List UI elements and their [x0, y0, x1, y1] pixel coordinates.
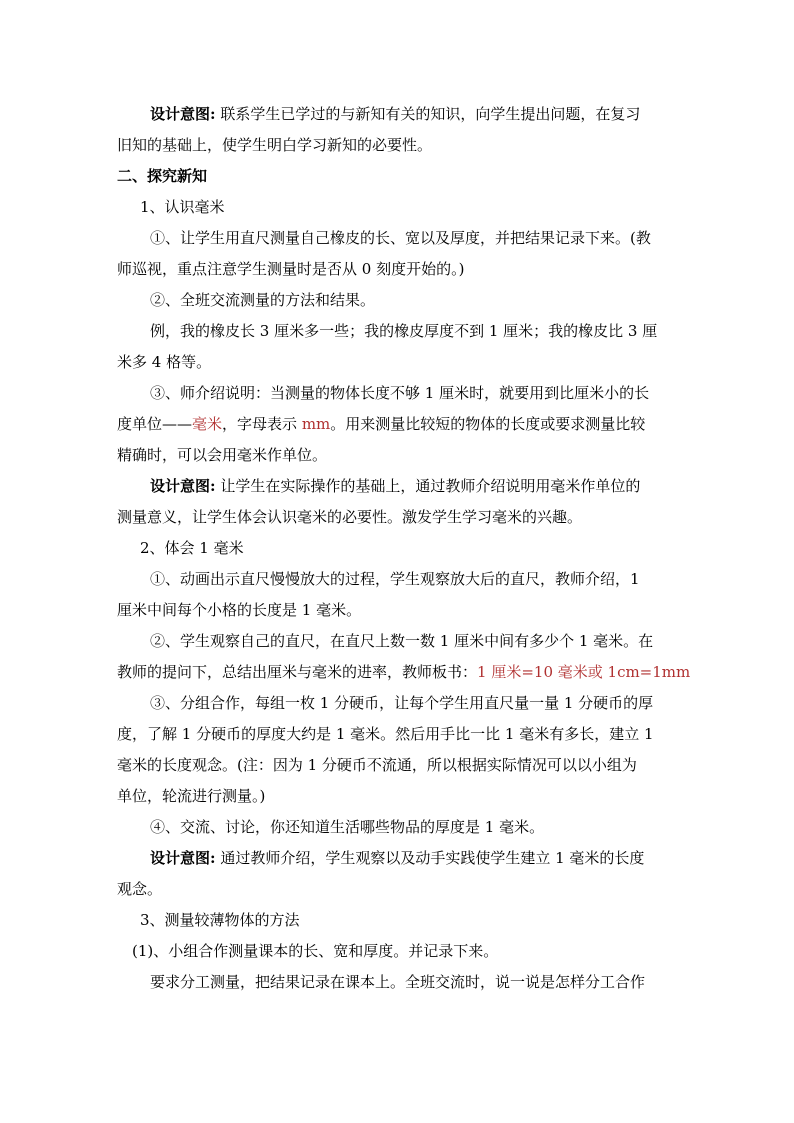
list-item: ③、师介绍说明：当测量的物体长度不够 1 厘米时，就要用到比厘米小的长: [150, 384, 650, 402]
highlighted-term: mm: [301, 415, 331, 433]
inline-text: ，字母表示: [222, 415, 302, 433]
list-item: ②、学生观察自己的直尺，在直尺上数一数 1 厘米中间有多少个 1 毫米。在: [150, 632, 654, 650]
design-intent-label: 设计意图:: [150, 477, 216, 495]
list-item-continuation: [117, 409, 677, 440]
list-item-continuation: 精确时，可以会用毫米作单位。: [117, 446, 328, 464]
list-item-continuation: 度，了解 1 分硬币的厚度大约是 1 毫米。然后用手比一比 1 毫米有多长，建立 1: [117, 725, 654, 743]
subsection-heading: 1、认识毫米: [140, 198, 225, 216]
paragraph-text: 观念。: [117, 880, 163, 898]
list-item: ③、分组合作，每组一枚 1 分硬币，让每个学生用直尺量一量 1 分硬币的厚: [150, 694, 654, 712]
design-intent-label: 设计意图:: [150, 105, 216, 123]
list-item: ①、让学生用直尺测量自己橡皮的长、宽以及厚度，并把结果记录下来。(教: [150, 229, 651, 247]
design-intent-paragraph-2: [117, 471, 677, 502]
highlighted-formula: 1 厘米=10 毫米或 1cm=1mm: [477, 663, 691, 681]
design-intent-paragraph-3: [117, 843, 677, 874]
paragraph-text: 测量意义，让学生体会认识毫米的必要性。激发学生学习毫米的兴趣。: [117, 508, 583, 526]
list-item-continuation: 师巡视，重点注意学生测量时是否从 0 刻度开始的。): [117, 260, 465, 278]
list-item: ①、动画出示直尺慢慢放大的过程，学生观察放大后的直尺，教师介绍，1: [150, 570, 640, 588]
list-item-continuation: 毫米的长度观念。(注：因为 1 分硬币不流通，所以根据实际情况可以以小组为: [117, 756, 637, 774]
inline-text: 。用来测量比较短的物体的长度或要求测量比较: [330, 415, 646, 433]
list-item-continuation: 厘米中间每个小格的长度是 1 毫米。: [117, 601, 362, 619]
paragraph-text: 要求分工测量，把结果记录在课本上。全班交流时，说一说是怎样分工合作: [150, 973, 646, 991]
example-text-continuation: 米多 4 格等。: [117, 353, 212, 371]
list-item: (1)、小组合作测量课本的长、宽和厚度。并记录下来。: [132, 942, 499, 960]
list-item-continuation: [117, 657, 691, 688]
subsection-heading: 2、体会 1 毫米: [140, 539, 244, 557]
design-intent-paragraph-1: [117, 99, 677, 130]
list-item-continuation: 单位，轮流进行测量。): [117, 787, 266, 805]
document-page: [117, 99, 691, 998]
inline-text: 度单位——: [117, 415, 193, 433]
section-heading: 二、探究新知: [117, 167, 208, 185]
paragraph-text: 旧知的基础上，使学生明白学习新知的必要性。: [117, 136, 433, 154]
design-intent-label: 设计意图:: [150, 849, 216, 867]
example-text: 例，我的橡皮长 3 厘米多一些；我的橡皮厚度不到 1 厘米；我的橡皮比 3 厘: [150, 322, 658, 340]
subsection-heading: 3、测量较薄物体的方法: [140, 911, 300, 929]
paragraph-text: 联系学生已学过的与新知有关的知识，向学生提出问题，在复习: [220, 105, 641, 123]
highlighted-term: 毫米: [192, 415, 223, 433]
list-item: ④、交流、讨论，你还知道生活哪些物品的厚度是 1 毫米。: [150, 818, 545, 836]
list-item: ②、全班交流测量的方法和结果。: [150, 291, 376, 309]
paragraph-text: 让学生在实际操作的基础上，通过教师介绍说明用毫米作单位的: [220, 477, 641, 495]
paragraph-text: 通过教师介绍，学生观察以及动手实践使学生建立 1 毫米的长度: [220, 849, 645, 867]
inline-text: 教师的提问下，总结出厘米与毫米的进率，教师板书：: [117, 663, 478, 681]
